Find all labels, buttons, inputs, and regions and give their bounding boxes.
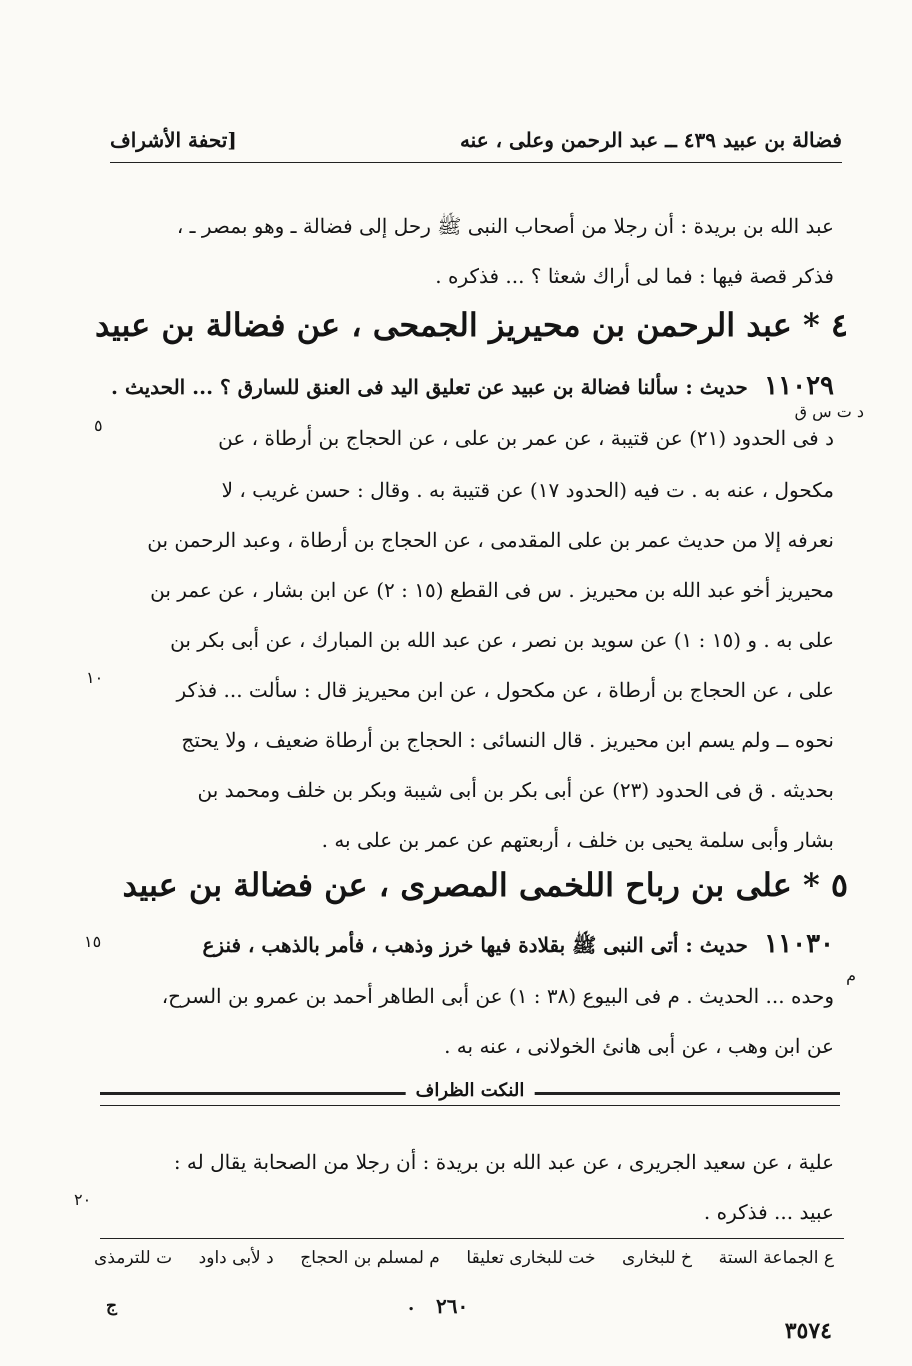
- section-title: على بن رباح اللخمى المصرى ، عن فضالة بن عبيد: [122, 866, 792, 904]
- text-line: علية ، عن سعيد الجريرى ، عن عبد الله بن بريدة : أن رجلا من الصحابة يقال له :: [173, 1150, 834, 1174]
- abbr-item: ت للترمذى: [94, 1248, 173, 1268]
- volume-mark: ج: [106, 1296, 117, 1316]
- text-line: محيريز أخو عبد الله بن محيريز . س فى القطع (١٥ : ٢) عن ابن بشار ، عن عمر بن: [150, 578, 834, 602]
- text-line: نعرفه إلا من حديث عمر بن على المقدمى ، عن الحجاج بن أرطاة ، وعبد الرحمن بن: [147, 528, 834, 552]
- hadith-intro: [106, 918, 834, 970]
- abbr-item: د لأبى داود: [198, 1248, 274, 1268]
- line-number: ٢٠: [74, 1190, 92, 1209]
- text-line: مكحول ، عنه به . ت فيه (الحدود ١٧) عن قتيبة به . وقال : حسن غريب ، لا: [221, 478, 834, 502]
- hadith-intro: [106, 360, 834, 412]
- text-line: بحديثه . ق فى الحدود (٢٣) عن أبى بكر بن أبى شيبة وبكر بن خلف ومحمد بن: [197, 778, 834, 802]
- section-heading-4: [88, 306, 848, 344]
- page-number: ٢٦٠: [436, 1294, 469, 1318]
- line-number: ٥: [94, 416, 103, 435]
- hadith-number: ١١٠٣٠: [764, 929, 834, 959]
- abbr-item: خ للبخارى: [622, 1248, 693, 1268]
- abbreviation-key: [94, 1248, 834, 1268]
- header-left-title: [تحفة الأشراف: [110, 128, 237, 152]
- text-line: عبيد ... فذكره .: [703, 1200, 834, 1224]
- text-line: فذكر قصة فيها : فما لى أراك شعثا ؟ ... فذكره .: [435, 264, 834, 288]
- nukat-divider: [100, 1080, 840, 1110]
- text-line: عبد الله بن بريدة : أن رجلا من أصحاب النبى ﷺ رحل إلى فضالة ـ وهو بمصر ـ ،: [176, 214, 834, 238]
- header-right-title: فضالة بن عبيد ٤٣٩ ــ عبد الرحمن وعلى ، عنه: [459, 128, 842, 152]
- line-number: ١٠: [86, 668, 104, 687]
- margin-sigla: د ت س ق: [794, 402, 864, 421]
- text-line: على ، عن الحجاج بن أرطاة ، عن مكحول ، عن ابن محيريز قال : سألت ... فذكر: [176, 678, 834, 702]
- serial-number: ٣٥٧٤: [784, 1318, 832, 1344]
- text-line: بشار وأبى سلمة يحيى بن خلف ، أربعتهم عن عمر بن على به .: [321, 828, 834, 852]
- section-title: عبد الرحمن بن محيريز الجمحى ، عن فضالة بن عبيد: [95, 306, 792, 344]
- section-marker: ٥ *: [802, 866, 848, 904]
- hadith-text: حديث : أتى النبى ﷺ بقلادة فيها خرز وذهب ، فأمر بالذهب ، فنزع: [202, 933, 748, 957]
- text-line: د فى الحدود (٢١) عن قتيبة ، عن عمر بن على ، عن الحجاج بن أرطاة ، عن: [218, 426, 834, 450]
- line-number: ١٥: [84, 932, 102, 951]
- margin-sigla: م: [846, 966, 856, 985]
- abbr-item: م لمسلم بن الحجاج: [300, 1248, 440, 1268]
- text-line: على به . و (١٥ : ١) عن سويد بن نصر ، عن عبد الله بن المبارك ، عن أبى بكر بن: [170, 628, 834, 652]
- nukat-label: النكت الظراف: [406, 1080, 535, 1101]
- page-dot: .: [408, 1294, 415, 1315]
- section-marker: ٤ *: [802, 306, 848, 344]
- running-header: [110, 118, 842, 163]
- section-heading-5: [88, 866, 848, 904]
- text-line: وحده ... الحديث . م فى البيوع (٣٨ : ١) عن أبى الطاهر أحمد بن عمرو بن السرح،: [161, 984, 834, 1008]
- text-line: نحوه ــ ولم يسم ابن محيريز . قال النسائى : الحجاج بن أرطاة ضعيف ، ولا يحتج: [181, 728, 834, 752]
- hadith-number: ١١٠٢٩: [764, 371, 834, 401]
- footer-rule: [100, 1238, 844, 1239]
- abbr-item: خت للبخارى تعليقا: [466, 1248, 596, 1268]
- text-line: عن ابن وهب ، عن أبى هانئ الخولانى ، عنه به .: [444, 1034, 834, 1058]
- abbr-item: ع الجماعة الستة: [718, 1248, 834, 1268]
- hadith-text: حديث : سألنا فضالة بن عبيد عن تعليق اليد فى العنق للسارق ؟ ... الحديث .: [111, 375, 748, 399]
